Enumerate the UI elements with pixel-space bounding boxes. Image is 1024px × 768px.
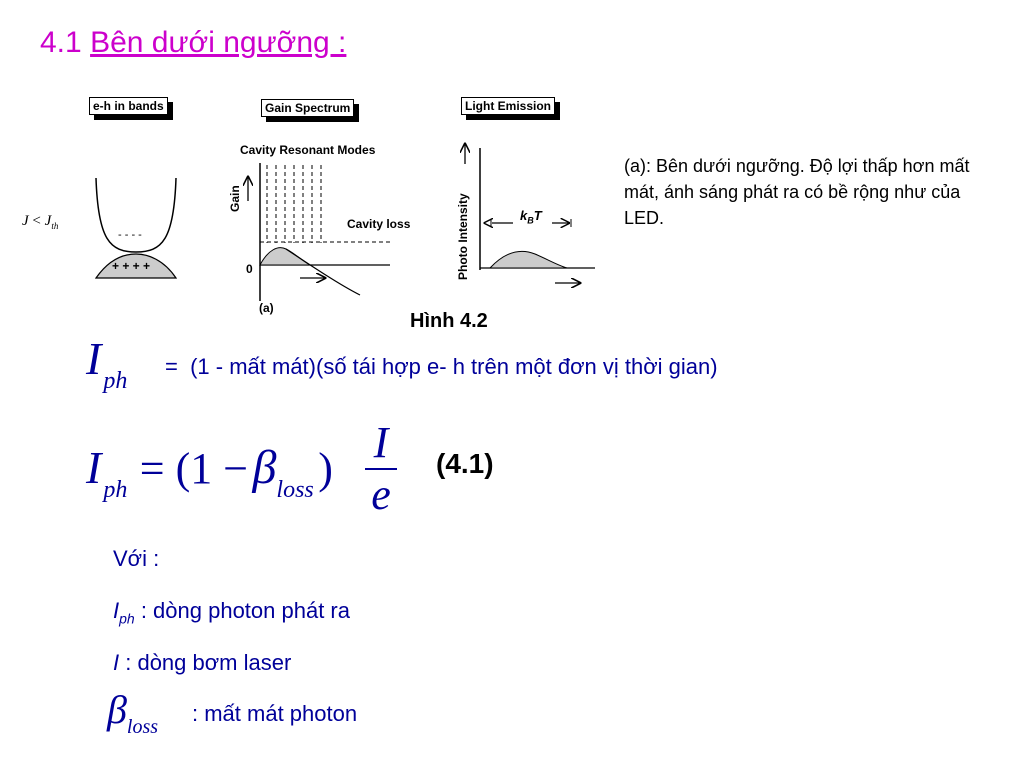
definition-i: I : dòng bơm laser <box>113 650 292 675</box>
title-text: Bên dưới ngưỡng : <box>90 26 347 59</box>
band-diagram <box>90 170 190 290</box>
photo-intensity-label: Photo Intensity <box>456 193 470 280</box>
kbt-label: $k_BT$ <box>520 208 542 226</box>
gain-axis-label: Gain <box>228 185 242 212</box>
slide-title <box>40 26 346 60</box>
electrons: - - - - <box>118 229 142 241</box>
light-emission-plot <box>455 140 605 295</box>
figure-note: (a): Bên dưới ngưỡng. Độ lợi thấp hơn mất mát, ánh sáng phát ra có bề rộng như của LED. <box>624 156 970 228</box>
label-gain-spectrum: Gain Spectrum <box>261 99 354 117</box>
fraction-i-over-e: I e <box>365 420 397 518</box>
cavity-modes-label: Cavity Resonant Modes <box>240 143 376 157</box>
figure-caption: Hình 4.2 <box>410 310 488 332</box>
definition-beta-symbol: βloss <box>107 687 159 738</box>
equation-4-1: Iph = (1 − βloss ) <box>86 441 333 503</box>
sub-label-a: (a) <box>259 301 274 315</box>
title-number: 4.1 <box>40 26 82 59</box>
label-eh-bands: e-h in bands <box>89 97 168 115</box>
holes: + + + + <box>112 259 151 273</box>
condition-label: $J < J_{th}$ <box>22 213 59 231</box>
label-light-emission: Light Emission <box>461 97 555 115</box>
gain-spectrum-plot <box>230 155 400 305</box>
equation-number: (4.1) <box>436 448 494 479</box>
definitions-intro: Với : <box>113 546 160 571</box>
definition-beta-text: : mất mát photon <box>192 701 358 726</box>
equation-text-body: = (1 - mất mát)(số tái hợp e- h trên một đơn vị thời gian) <box>165 354 718 379</box>
cavity-loss-label: Cavity loss <box>347 217 411 231</box>
definition-iph: $I_{ph}$ : dòng photon phát ra <box>113 598 350 627</box>
zero-label: 0 <box>246 262 253 276</box>
equation-text: Iph <box>86 333 128 394</box>
